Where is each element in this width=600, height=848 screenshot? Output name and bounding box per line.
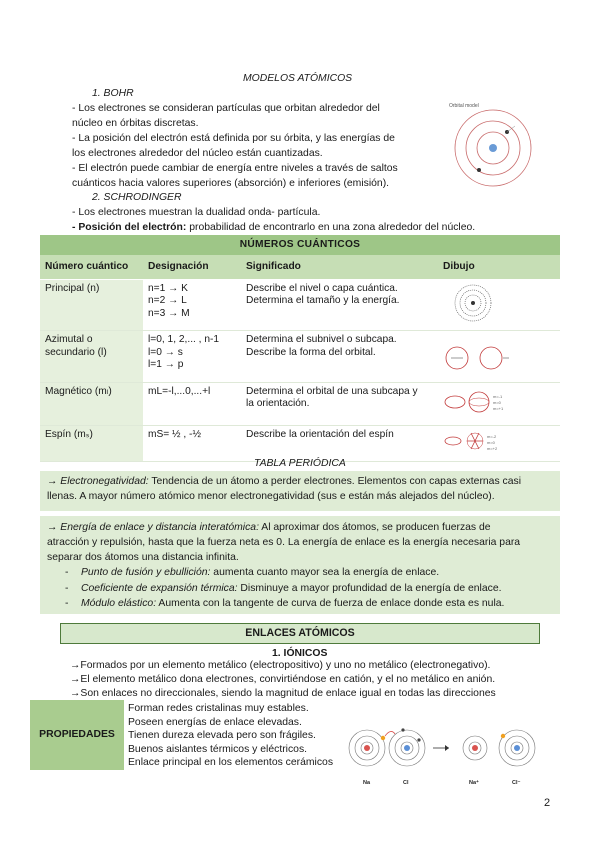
bohr-line: - Los electrones se consideran partículas que orbitan alrededor del <box>72 103 380 114</box>
property-item: Enlace principal en los elementos cerámicos <box>128 757 334 768</box>
electroneg-line-2: llenas. A mayor número atómico menor electronegatividad (sus e están más alejados del núcleo). <box>47 491 495 502</box>
qn-drawing <box>438 331 560 383</box>
bohr-atom-figure <box>445 98 537 190</box>
bohr-line: los electrones alrededor del núcleo están cuantizadas. <box>72 148 323 159</box>
qn-designation-line: l=0, 1, 2,... , n-1 <box>148 334 220 345</box>
quantum-table-title: NÚMEROS CUÁNTICOS <box>40 235 560 255</box>
bohr-line: cuánticos hacia valores superiores (absorción) e inferiores (emisión). <box>72 178 390 189</box>
qn-meaning-line: Determina el orbital de una subcapa y <box>246 385 418 397</box>
property-item: Tienen dureza elevada pero son frágiles. <box>128 730 316 741</box>
bonds-title: ENLACES ATÓMICOS <box>60 623 540 644</box>
qn-meaning-line: Determina el tamaño y la energía. <box>246 295 400 306</box>
orbital-s-p-drawing <box>443 334 513 374</box>
qn-designation-line: n=1 → K <box>148 282 188 294</box>
qn-meaning-line: Determina el subnivel o subcapa. <box>246 334 397 345</box>
schrodinger-line-2-text: probabilidad de encontrarlo en una zona alrededor del núcleo. <box>186 222 476 233</box>
schrodinger-line-2-label: - Posición del electrón: <box>72 222 187 233</box>
svg-text:m=+2: m=+2 <box>487 446 498 451</box>
qn-designation <box>143 331 241 383</box>
bond-energy-box <box>40 516 560 614</box>
bullet-label: Coeficiente de expansión térmica: <box>81 582 238 594</box>
figure-label-cl-minus: Cl⁻ <box>512 780 521 786</box>
table-row <box>40 279 560 331</box>
qn-meaning-line: Describe la orientación del espín <box>246 429 394 440</box>
ionic-line: →El elemento metálico dona electrones, convirtiéndose en catión, y el no metálico en anión. <box>70 674 496 685</box>
properties-list <box>128 702 333 770</box>
bullet-text: aumenta cuanto mayor sea la energía de enlace. <box>210 567 440 578</box>
qn-meaning <box>241 279 438 331</box>
energy-bullets <box>47 565 553 612</box>
orbital-magnetic-drawing <box>443 386 513 418</box>
qn-drawing <box>438 382 560 426</box>
figure-label-na: Na <box>363 780 371 786</box>
svg-text:m=+1: m=+1 <box>493 405 504 411</box>
energy-text: Al aproximar dos átomos, se producen fuerzas de <box>258 522 491 533</box>
svg-text:m=-2: m=-2 <box>487 434 497 439</box>
bullet-text: Aumenta con la tangente de curva de fuerza de enlace donde esta es nula. <box>156 598 505 609</box>
bohr-line: - El electrón puede cambiar de energía entre niveles a través de saltos <box>72 163 398 174</box>
bohr-line: núcleo en órbitas discretas. <box>72 118 199 129</box>
qn-name: Principal (n) <box>40 279 143 331</box>
svg-text:m=-1: m=-1 <box>493 393 503 399</box>
property-item: Forman redes cristalinas muy estables. <box>128 703 309 714</box>
qn-meaning-line: Describe el nivel o capa cuántica. <box>246 282 398 294</box>
ionic-line: →Son enlaces no direccionales, siendo la magnitud de enlace igual en todas las direcciones <box>70 688 496 699</box>
ionic-heading: 1. IÓNICOS <box>272 648 328 659</box>
col-header-meaning: Significado <box>241 255 438 279</box>
schrodinger-heading: 2. SCHRODINGER <box>92 192 182 203</box>
bullet-label: Punto de fusión y ebullición: <box>81 567 211 578</box>
bohr-heading: 1. BOHR <box>92 88 134 99</box>
table-row <box>40 331 560 383</box>
qn-meaning <box>241 382 438 426</box>
ionic-lines <box>70 659 496 701</box>
qn-name: Espín (mₛ) <box>40 426 143 462</box>
schrodinger-line-1: - Los electrones muestran la dualidad onda- partícula. <box>72 207 321 218</box>
list-item <box>47 565 553 581</box>
qn-name: Azimutal o secundario (l) <box>40 331 143 383</box>
qn-designation-line: mL=-l,...0,...+l <box>148 385 211 397</box>
qn-designation <box>143 382 241 426</box>
energy-line-2: atracción y repulsión, hasta que la fuerza neta es 0. La energía de enlace es la energía necesaria para <box>47 537 521 548</box>
qn-designation <box>143 279 241 331</box>
energy-line-3: separar dos átomos una distancia infinita. <box>47 552 239 563</box>
col-header-designation: Designación <box>143 255 241 279</box>
electroneg-text: Tendencia de un átomo a perder electrones. Elementos con capas externas casi <box>148 476 522 487</box>
energy-label: → Energía de enlace y distancia interatómica: <box>47 522 259 533</box>
col-header-drawing: Dibujo <box>438 255 560 279</box>
periodic-title: TABLA PERIÓDICA <box>254 458 346 469</box>
qn-drawing <box>438 279 560 331</box>
page-title: MODELOS ATÓMICOS <box>243 73 353 84</box>
qn-designation <box>143 426 241 462</box>
page-number: 2 <box>544 797 551 809</box>
qn-designation-line: l=1 → p <box>148 359 184 370</box>
figure-label-cl: Cl <box>403 780 409 786</box>
svg-text:m=0: m=0 <box>487 440 495 445</box>
property-item: Poseen energías de enlace elevadas. <box>128 716 302 728</box>
shells-drawing <box>443 283 503 323</box>
bullet-label: Módulo elástico: <box>81 598 157 609</box>
bohr-text <box>72 101 398 191</box>
ionic-line: →Formados por un elemento metálico (electropositivo) y uno no metálico (electronegativo). <box>70 660 491 671</box>
bohr-line: - La posición del electrón está definida por su órbita, y las energías de <box>72 133 395 144</box>
ionic-bond-figure <box>345 718 545 790</box>
qn-drawing <box>438 426 560 462</box>
electroneg-line-1 <box>47 474 553 489</box>
list-item <box>47 581 553 597</box>
qn-meaning-line: la orientación. <box>246 398 310 409</box>
qn-name: Magnético (mₗ) <box>40 382 143 426</box>
quantum-table <box>40 235 560 462</box>
qn-designation-line: mS= ½ , -½ <box>148 429 201 440</box>
orbital-spin-drawing <box>443 429 513 453</box>
list-item <box>47 596 553 612</box>
svg-text:m=0: m=0 <box>493 399 501 405</box>
qn-meaning <box>241 331 438 383</box>
bullet-text: Disminuye a mayor profundidad de la energía de enlace. <box>237 582 502 594</box>
figure-caption: Orbital model <box>449 103 479 109</box>
energy-line-1 <box>47 520 553 535</box>
qn-designation-line: l=0 → s <box>148 346 183 358</box>
table-row <box>40 382 560 426</box>
qn-designation-line: n=3 → M <box>148 307 190 319</box>
col-header-number: Número cuántico <box>40 255 143 279</box>
electroneg-label: → Electronegatividad: <box>47 476 149 487</box>
schrodinger-line-2 <box>72 220 475 235</box>
electronegativity-box <box>40 471 560 511</box>
figure-label-na-plus: Na⁺ <box>469 780 479 786</box>
qn-designation-line: n=2 → L <box>148 295 187 306</box>
property-item: Buenos aislantes térmicos y eléctricos. <box>128 743 308 755</box>
properties-label: PROPIEDADES <box>30 700 124 770</box>
qn-meaning-line: Describe la forma del orbital. <box>246 346 376 358</box>
